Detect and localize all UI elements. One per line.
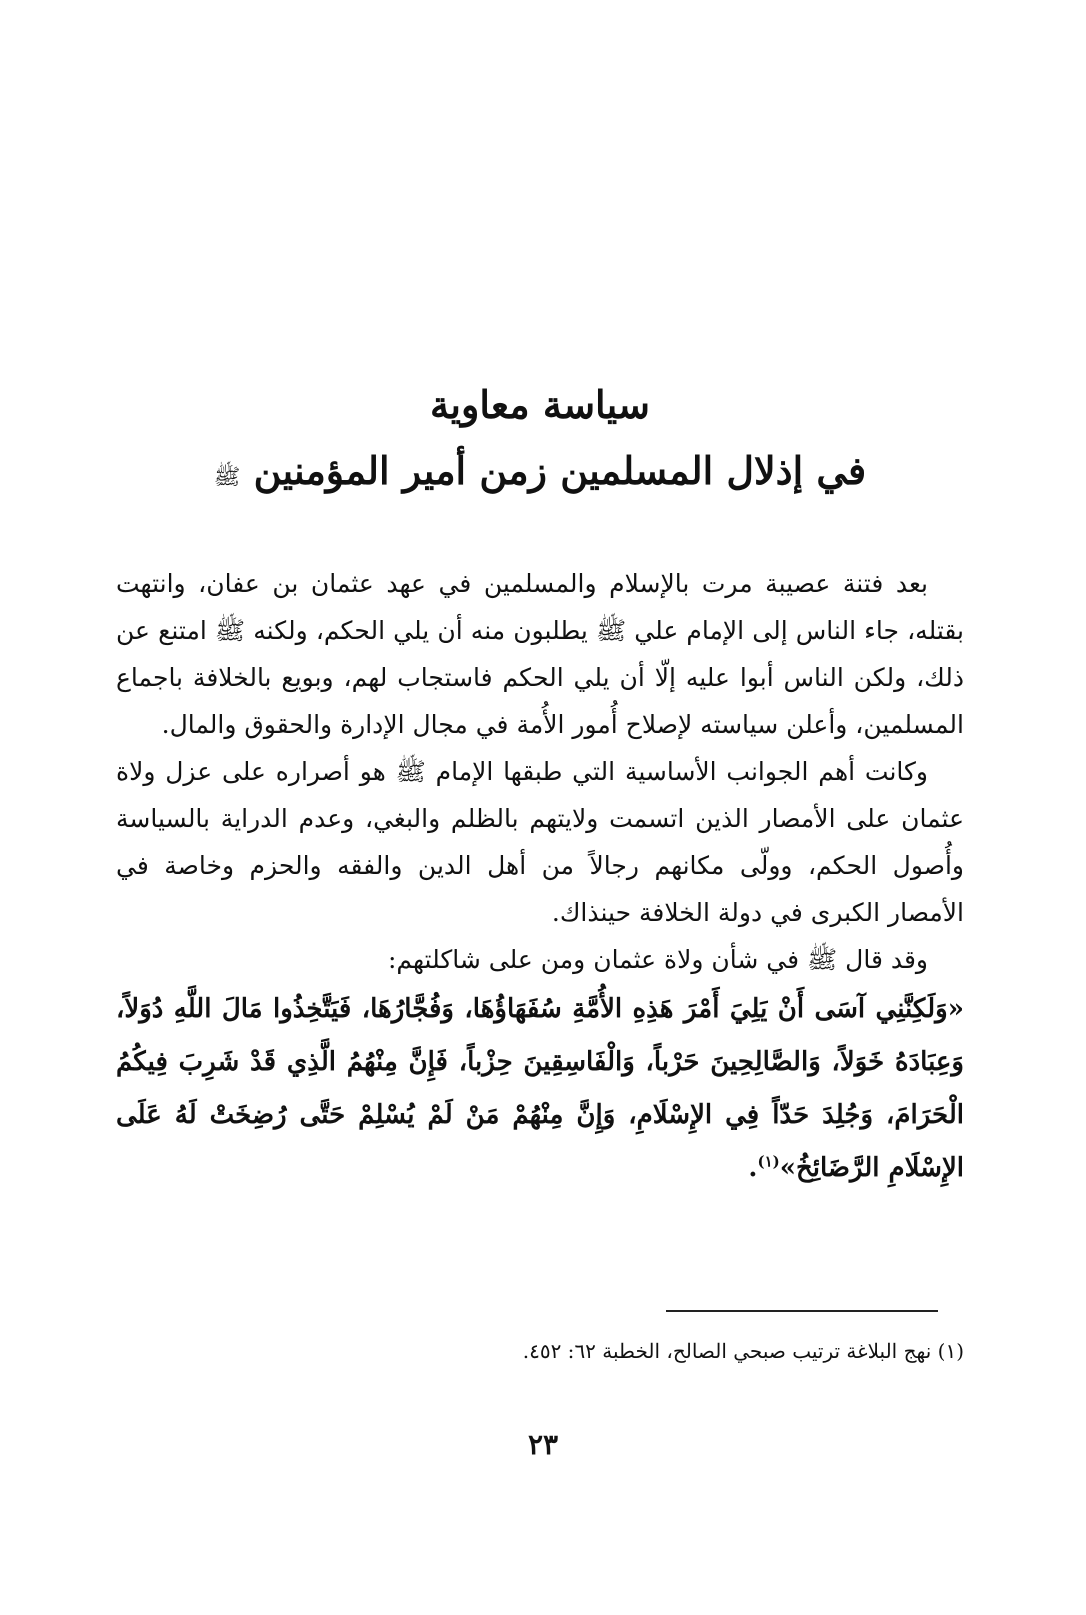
footnote: (١) نهج البلاغة ترتيب صبحي الصالح، الخطبة ٦٢: ٤٥٢. bbox=[522, 1339, 964, 1363]
quote-block bbox=[116, 983, 964, 1195]
paragraph-2: وكانت أهم الجوانب الأساسية التي طبقها الإمام ﷺ هو أصراره على عزل ولاة عثمان على الأمصار الذين اتسمت ولايتهم بالظلم والبغي، وعدم الدراية بالسياسة وأُصول الحكم، وولّى مكانهم رجالاً من أهل الدين والفقه والحزم وخاصة في الأمصار الكبرى في دولة الخلافة حينذاك. bbox=[116, 757, 964, 927]
quote-end: . bbox=[748, 1153, 758, 1183]
honorific-symbol: ﷺ bbox=[213, 465, 241, 490]
footnote-marker[interactable]: (١) bbox=[757, 1152, 780, 1171]
quote-text: «وَلَكِنَّنِي آسَى أَنْ يَلِيَ أَمْرَ هَذِهِ الأُمَّةِ سُفَهَاؤُهَا، وَفُجَّارُهَا، فَيَتَّخِذُوا مَالَ اللَّهِ دُوَلاً، وَعِبَادَهُ خَوَلاً، وَالصَّالِحِينَ حَرْباً، وَالْفَاسِقِينَ حِزْباً، فَإِنَّ مِنْهُمُ الَّذِي قَدْ شَرِبَ فِيكُمُ الْحَرَامَ، وَجُلِدَ حَدّاً فِي الإِسْلَامِ، وَإِنَّ مِنْهُمْ مَنْ لَمْ يُسْلِمْ حَتَّى رُضِخَتْ لَهُ عَلَى الإِسْلَامِ الرَّضَائِخُ» bbox=[116, 994, 964, 1183]
page-number: ٢٣ bbox=[527, 1428, 559, 1461]
quote-intro: وقد قال ﷺ في شأن ولاة عثمان ومن على شاكلتهم: bbox=[387, 945, 928, 974]
chapter-title bbox=[110, 372, 970, 511]
paragraph-1: بعد فتنة عصيبة مرت بالإسلام والمسلمين في عهد عثمان بن عفان، وانتهت بقتله، جاء الناس إلى الإمام علي ﷺ يطلبون منه أن يلي الحكم، ولكنه ﷺ امتنع عن ذلك، ولكن الناس أبوا عليه إلّا أن يلي الحكم فاستجاب لهم، وبويع بالخلافة باجماع المسلمين، وأعلن سياسته لإصلاح أُمور الأُمة في مجال الإدارة والحقوق والمال. bbox=[116, 569, 964, 739]
title-line-2-text: في إذلال المسلمين زمن أمير المؤمنين bbox=[253, 448, 867, 493]
footnote-separator bbox=[666, 1310, 938, 1312]
title-line-1: سياسة معاوية bbox=[430, 382, 650, 427]
body-text bbox=[116, 560, 964, 1195]
title-line-2 bbox=[110, 438, 970, 511]
